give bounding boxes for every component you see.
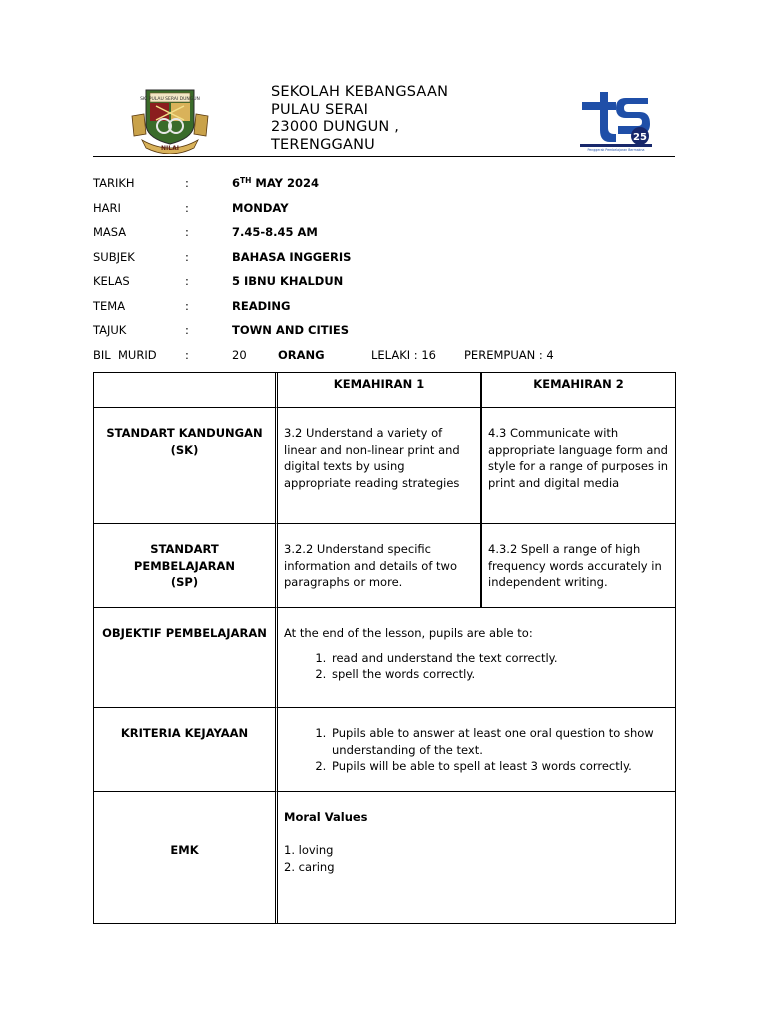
sp-kemahiran-2-text: 4.3.2 Spell a range of high frequency words accurately in independent writing.: [488, 542, 662, 589]
sk-abbrev: (SK): [170, 442, 199, 457]
kriteria-label: KRITERIA KEJAYAAN: [120, 726, 249, 740]
tarikh-day: 6: [232, 176, 241, 190]
table-row-sk: [94, 408, 675, 524]
objektif-content-cell: [278, 608, 675, 708]
list-item: 1. read and understand the text correctly.: [330, 650, 669, 667]
svg-text:NILAI: NILAI: [161, 145, 179, 152]
colon: :: [185, 176, 189, 190]
bil-murid-label: BIL MURID: [93, 347, 157, 362]
list-item: 2. spell the words correctly.: [330, 666, 669, 683]
colon: :: [185, 200, 189, 215]
kemahiran-1-heading: KEMAHIRAN 1: [333, 377, 425, 391]
subjek-value: BAHASA INGGERIS: [232, 249, 352, 264]
school-address: [271, 84, 448, 154]
objektif-intro: At the end of the lesson, pupils are able to:: [284, 626, 533, 640]
header-kemahiran-1: [278, 373, 482, 408]
list-item: 2. Pupils will be able to spell at least 3 words correctly.: [330, 758, 669, 775]
sk-kemahiran-1-cell: [278, 408, 482, 524]
school-location-line: PULAU SERAI: [271, 101, 369, 118]
sk-kemahiran-1-text: 3.2 Understand a variety of linear and non-linear print and digital texts by using appropriate reading strategies: [284, 426, 460, 490]
info-row-masa: [93, 225, 693, 250]
objektif-list: [284, 650, 669, 683]
header-kemahiran-2: [482, 373, 675, 408]
info-row-kelas: [93, 274, 693, 299]
colon: :: [185, 225, 189, 239]
kelas-label: KELAS: [93, 274, 130, 288]
hari-label: HARI: [93, 200, 121, 215]
colon: :: [185, 298, 189, 313]
sp-kemahiran-1-text: 3.2.2 Understand specific information and details of two paragraphs or more.: [284, 542, 457, 589]
sp-label: STANDART PEMBELAJARAN: [133, 542, 236, 573]
header-divider: [93, 156, 675, 157]
masa-label: MASA: [93, 225, 127, 239]
svg-text:SK. PULAU SERAI DUNGUN: SK. PULAU SERAI DUNGUN: [140, 97, 200, 102]
masa-value: 7.45-8.45 AM: [232, 225, 318, 239]
list-item: 2. caring: [284, 859, 335, 874]
murid-orang-label: ORANG: [278, 347, 325, 362]
sp-label-cell: [94, 524, 278, 608]
murid-perempuan-count: PEREMPUAN : 4: [464, 347, 554, 362]
sk-label-cell: [94, 408, 278, 524]
objektif-label: OBJEKTIF PEMBELAJARAN: [102, 626, 267, 640]
emk-label-cell: [94, 792, 278, 923]
sp-kemahiran-2-cell: [482, 524, 675, 608]
colon: :: [185, 249, 189, 264]
sp-kemahiran-1-cell: [278, 524, 482, 608]
sk-kemahiran-2-cell: [482, 408, 675, 524]
tema-value: READING: [232, 298, 291, 313]
kriteria-list: [284, 725, 669, 775]
sp-abbrev: (SP): [170, 575, 199, 589]
school-crest-logo-icon: [128, 86, 212, 154]
list-item: 1. loving: [284, 843, 334, 857]
table-header-row: [94, 373, 675, 408]
tarikh-label: TARIKH: [93, 176, 135, 190]
info-row-hari: [93, 201, 693, 226]
subjek-label: SUBJEK: [93, 249, 135, 264]
svg-text:Penggerak Pembelajaran Bermakn: Penggerak Pembelajaran Bermakna: [587, 148, 645, 152]
emk-label: EMK: [170, 843, 199, 857]
tajuk-value: TOWN AND CITIES: [232, 323, 349, 337]
tajuk-label: TAJUK: [93, 323, 127, 337]
info-row-bil-murid: [93, 348, 693, 373]
sk-kemahiran-2-text: 4.3 Communicate with appropriate language form and style for a range of purposes in print and digital media: [488, 426, 669, 490]
school-postcode-line: 23000 DUNGUN ,: [271, 119, 400, 135]
kemahiran-2-heading: KEMAHIRAN 2: [533, 377, 624, 391]
list-item: 1. Pupils able to answer at least one oral question to show understanding of the text.: [330, 725, 669, 758]
table-row-kriteria: [94, 708, 675, 792]
colon: :: [185, 323, 189, 337]
info-row-tarikh: [93, 176, 693, 201]
colon: :: [185, 274, 189, 288]
tarikh-month-year: MAY 2024: [251, 176, 320, 190]
murid-lelaki-count: LELAKI : 16: [371, 347, 436, 362]
info-row-tema: [93, 299, 693, 324]
table-row-objektif: [94, 608, 675, 708]
tarikh-value: [232, 176, 319, 190]
hari-value: MONDAY: [232, 200, 289, 215]
svg-text:25: 25: [633, 132, 647, 143]
murid-count: 20: [232, 347, 247, 362]
table-row-sp: [94, 524, 675, 608]
kriteria-content-cell: [278, 708, 675, 792]
ts25-logo-icon: [578, 88, 654, 152]
emk-heading: Moral Values: [284, 810, 368, 824]
kriteria-label-cell: [94, 708, 278, 792]
colon: :: [185, 347, 189, 362]
tema-label: TEMA: [93, 298, 126, 313]
emk-content-cell: [278, 792, 675, 923]
kelas-value: 5 IBNU KHALDUN: [232, 274, 344, 288]
table-row-emk: [94, 792, 675, 923]
objektif-label-cell: [94, 608, 278, 708]
tarikh-suffix: TH: [240, 176, 252, 185]
lesson-plan-table: [93, 372, 676, 924]
header-empty-cell: [94, 373, 278, 408]
school-state-line: TERENGGANU: [271, 136, 375, 153]
info-row-tajuk: [93, 323, 693, 348]
lesson-info: [93, 176, 693, 372]
info-row-subjek: [93, 250, 693, 275]
sk-label: STANDART KANDUNGAN: [106, 426, 263, 440]
school-name-line: SEKOLAH KEBANGSAAN: [271, 84, 449, 100]
